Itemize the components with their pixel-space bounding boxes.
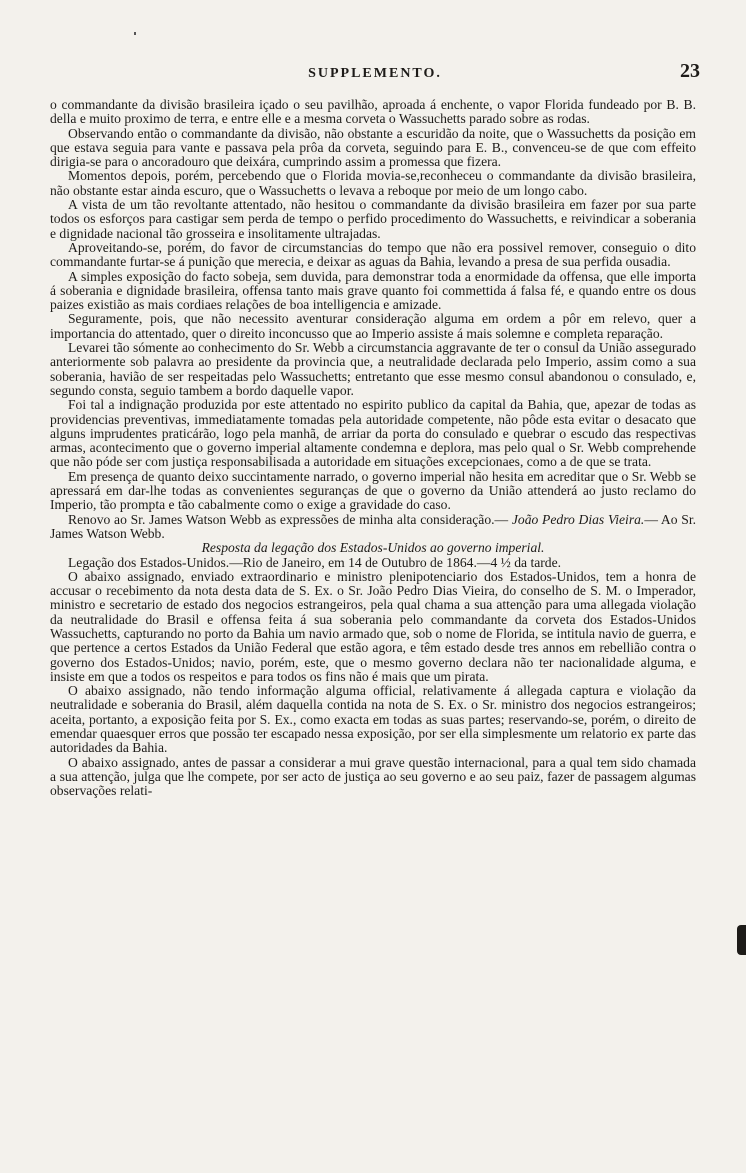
page-number: 23: [680, 60, 700, 82]
section-heading: Resposta da legação dos Estados-Unidos ao governo imperial.: [201, 540, 545, 556]
paragraph: Aproveitando-se, porém, do favor de circumstancias do tempo que não era possivel remover, conseguio o dito commandante furtar-se á punição que merecia, e deixar as aguas da Bahia, levando a presa de sua perfida ousadia.: [50, 239, 696, 270]
running-head: SUPPLEMENTO.: [308, 66, 442, 81]
paragraph: Observando então o commandante da divisão, não obstante a escuridão da noite, que o Wassuchetts da posição em que estava seguia para vante e passava pela prôa da corveta, seguindo para E. B., convenceu-se de que com effeito dirigia-se para o ancoradouro que deixára, cumprindo assim a promessa que fizera.: [50, 125, 696, 170]
paragraph: Levarei tão sómente ao conhecimento do Sr. Webb a circumstancia aggravante de ter o consul da União assegurado anteriormente sob palavra ao presidente da provincia que, a neutralidade declarada pelo Imperio, assim como a sua soberania, havião de ser respeitadas pelo Wassuchetts; entretanto que esse mesmo consul abandonou o consulado, e, segundo consta, seguio tambem a bordo daquelle vapor.: [50, 340, 696, 398]
signature: João Pedro Dias Vieira.: [511, 511, 645, 527]
addressee: — Ao Sr. James Watson Webb.: [50, 511, 696, 541]
page-header: [50, 60, 700, 88]
paragraph: Em presença de quanto deixo succintamente narrado, o governo imperial não hesita em acreditar que o Sr. Webb se apressará em dar-lhe todas as convenientes seguranças de que o governo da União attenderá ao justo reclamo do Imperio, tão prompta e tão cabalmente como o exige a gravidade do caso.: [50, 468, 696, 513]
paragraph: Seguramente, pois, que não necessito aventurar consideração alguma em ordem a pôr em relevo, quer a importancia do attentado, quer o direito inconcusso que ao Imperio assiste á mais solemne e completa reparação.: [50, 311, 696, 341]
dateline: Legação dos Estados-Unidos.—Rio de Janeiro, em 14 de Outubro de 1864.—4 ½ da tarde.: [68, 554, 562, 570]
paragraph: A simples exposição do facto sobeja, sem duvida, para demonstrar toda a enormidade da offensa, que elle importa á soberania e dignidade brasileira, offensa tanto mais grave quanto foi commettida á falsa fé, e quando entre os dous paizes existião as mais cordiaes relações de boa intelligencia e amizade.: [50, 268, 696, 313]
paragraph: o commandante da divisão brasileira içado o seu pavilhão, aproada á enchente, o vapor Florida fundeado por B. B. della e muito proximo de terra, e entre elle e a mesma corveta o Wassuchetts parado sobre as rodas.: [50, 97, 696, 127]
paragraph: O abaixo assignado, enviado extraordinario e ministro plenipotenciario dos Estados-Unidos, tem a honra de accusar o recebimento da nota desta data de S. Ex. o Sr. João Pedro Dias Vieira, do conselho de S. M. o Imperador, ministro e secretario de estado dos negocios estrangeiros, pela qual chama a sua attenção para uma allegada violação da neutralidade do Brasil e offensa feita á sua soberania pelo commandante da corveta dos Estados-Unidos Wassuchetts, capturando no porto da Bahia um navio armado que, sob o nome de Florida, se intitula navio de guerra, e que pertence a certos Estados da União Federal que estão agora, e têm estado desde tres annos em rebellião contra o governo dos Estados-Unidos; navio, porém, este, que o mesmo governo declara não ter nacionalidade alguma, e insiste em que a todos os respeitos e para todos os fins não é mais que um pirata.: [50, 568, 696, 684]
paragraph: O abaixo assignado, não tendo informação alguma official, relativamente á allegada captura e violação da neutralidade e soberania do Brasil, além daquella contida na nota de S. Ex. o Sr. ministro dos negocios estrangeiros; aceita, portanto, a exposição feita por S. Ex., como exacta em todas as suas partes; reservando-se, porém, o direito de emendar quaesquer erros que possão ter escapado nessa exposição, por ser ella simplesmente um relatorio ex parte das autoridades da Bahia.: [50, 683, 696, 756]
paragraph: A vista de um tão revoltante attentado, não hesitou o commandante da divisão brasileira em fazer por sua parte todos os esforços para castigar sem perda de tempo o perfido procedimento do Wassuchetts, e reivindicar a soberania e dignidade nacional tão grosseira e insolitamente ultrajadas.: [50, 197, 696, 241]
paragraph: Foi tal a indignação produzida por este attentado no espirito publico da capital da Bahia, que, apezar de todas as providencias preventivas, immediatamente tomadas pela autoridade competente, não pôde esta evitar o desacato que alguns imprudentes praticárão, logo pela manhã, de arriar da porta do consulado e quebrar o escudo das respectivas armas, acontecimento que o governo imperial altamente condemna e deplora, mas pelo qual o Sr. Webb comprehende que não póde ser com justiça responsabilisada a autoridade em situações excepcionaes, como a de que se trata.: [50, 397, 696, 470]
ink-speck: [134, 32, 136, 35]
paragraph: Momentos depois, porém, percebendo que o Florida movia-se,reconheceu o commandante da divisão brasileira, não obstante estar ainda escuro, que o Wassuchetts o levava a reboque por meio de um longo cabo.: [50, 168, 696, 198]
closing-text: Renovo ao Sr. James Watson Webb as expressões de minha alta consideração.—: [68, 511, 509, 527]
paragraph: O abaixo assignado, antes de passar a considerar a mui grave questão internacional, para a qual tem sido chamada a sua attenção, julga que lhe compete, por ser acto de justiça ao seu governo e ao seu paiz, fazer de passagem algumas observações relati-: [50, 754, 696, 799]
page-edge-mark: [737, 925, 746, 955]
closing-paragraph: [50, 513, 696, 542]
document-body: [50, 98, 696, 799]
